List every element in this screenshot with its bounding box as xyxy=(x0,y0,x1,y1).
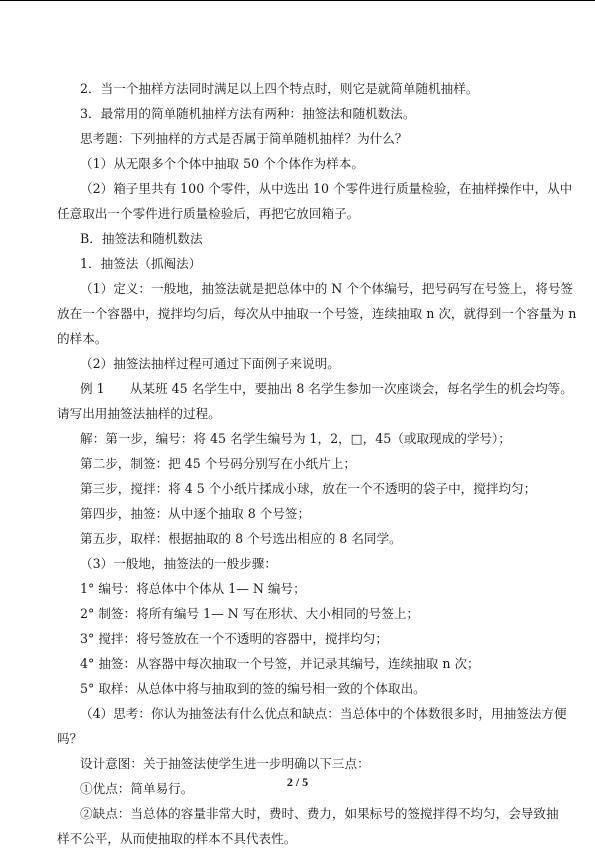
list-item: 样不公平，从而使抽取的样本不具代表性。 xyxy=(57,831,297,846)
document-body xyxy=(57,76,577,851)
section-heading: B．抽签法和随机数法 xyxy=(80,231,203,246)
paragraph-line: 思考题：下列抽样的方式是否属于简单随机抽样？为什么？ xyxy=(80,131,408,146)
example-line: 请写出用抽签法抽样的过程。 xyxy=(57,406,221,421)
paragraph-line: 的样本。 xyxy=(57,331,108,346)
solution-step: 第二步，制签：把 45 个号码分别写在小纸片上； xyxy=(80,456,356,471)
paragraph-line: 设计意图：关于抽签法使学生进一步明确以下三点： xyxy=(80,756,370,771)
list-item: ①优点：简单易行。 xyxy=(80,781,194,796)
procedure-step: 5° 取样：从总体中将与抽取到的签的编号相一致的个体取出。 xyxy=(80,681,426,696)
paragraph-line: 吗？ xyxy=(57,731,83,746)
procedure-step: 4° 抽签：从容器中每次抽取一个号签，并记录其编号，连续抽取 n 次； xyxy=(80,656,480,671)
page-top-border xyxy=(0,0,595,1)
paragraph-line: 3．最常用的简单随机抽样方法有两种：抽签法和随机数法。 xyxy=(80,106,416,121)
procedure-step: 3° 搅拌：将号签放在一个不透明的容器中，搅拌均匀； xyxy=(80,631,388,646)
list-item: ②缺点：当总体的容量非常大时，费时、费力，如果标号的签搅拌得不均匀，会导致抽 xyxy=(80,806,559,821)
paragraph-line: 任意取出一个零件进行质量检验后，再把它放回箱子。 xyxy=(57,206,360,221)
paragraph-line: 2．当一个抽样方法同时满足以上四个特点时，则它是就简单随机抽样。 xyxy=(80,81,479,96)
paragraph-line: （4）思考：你认为抽签法有什么优点和缺点：当总体中的个体数很多时，用抽签法方便 xyxy=(80,706,567,721)
paragraph-line: （1）定义：一般地，抽签法就是把总体中的 N 个个体编号，把号码写在号签上，将号签 xyxy=(80,281,574,296)
paragraph-line: （3）一般地，抽签法的一般步骤： xyxy=(80,556,277,571)
solution-step: 解：第一步，编号：将 45 名学生编号为 1，2，□，45（或取现成的学号）； xyxy=(80,431,511,446)
subsection-heading: 1．抽签法（抓阄法） xyxy=(80,256,202,271)
paragraph-line: 放在一个容器中，搅拌均匀后，每次从中抽取一个号签，连续抽取 n 次，就得到一个容量为 n xyxy=(57,306,577,321)
solution-step: 第三步，搅拌：将 4 5 个小纸片揉成小球，放在一个不透明的袋子中，搅拌均匀； xyxy=(80,481,537,496)
paragraph-line: （2）箱子里共有 100 个零件，从中选出 10 个零件进行质量检验，在抽样操作中，从中 xyxy=(80,181,573,196)
paragraph-line: （1）从无限多个个体中抽取 50 个个体作为样本。 xyxy=(80,156,364,171)
paragraph-line: （2）抽签法抽样过程可通过下面例子来说明。 xyxy=(80,356,340,371)
procedure-step: 2° 制签：将所有编号 1— N 写在形状、大小相同的号签上； xyxy=(80,606,420,621)
procedure-step: 1° 编号：将总体中个体从 1— N 编号； xyxy=(80,581,306,596)
example-line: 例 1 从某班 45 名学生中，要抽出 8 名学生参加一次座谈会，每名学生的机会均等。 xyxy=(80,381,573,396)
solution-step: 第四步，抽签：从中逐个抽取 8 个号签； xyxy=(80,506,311,521)
page-number: 2 / 5 xyxy=(286,775,309,789)
solution-step: 第五步，取样：根据抽取的 8 个号选出相应的 8 名同学。 xyxy=(80,531,402,546)
